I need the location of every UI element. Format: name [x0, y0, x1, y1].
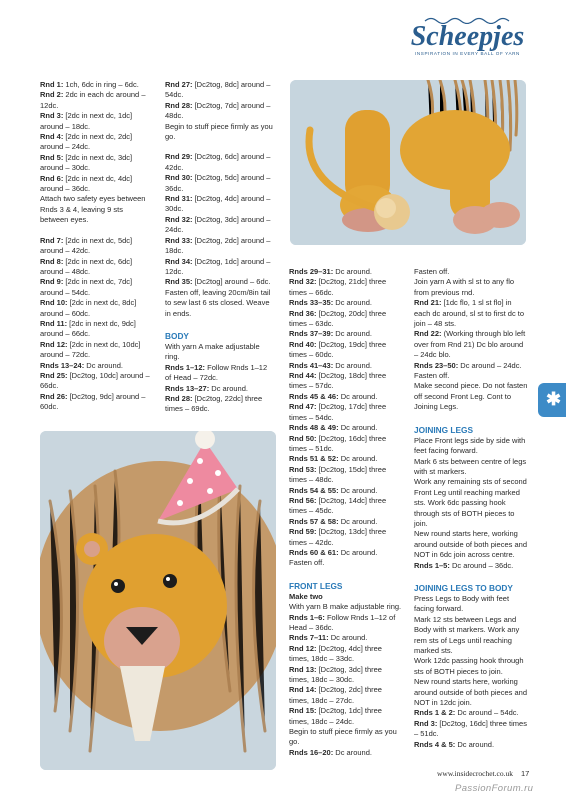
instruction-text: Dc around.: [333, 329, 372, 339]
paragraph-gap: [165, 319, 275, 329]
instruction-line: [40, 174, 153, 195]
instruction-text: With yarn B make adjustable ring.: [289, 602, 402, 612]
round-label: Rnds 1 & 2:: [414, 708, 456, 718]
instruction-text: [2dc in next dc, 9dc] around – 66dc.: [40, 318, 136, 339]
paragraph-gap: [40, 226, 153, 236]
instruction-line: [414, 277, 529, 298]
round-label: Rnd 12:: [289, 643, 317, 653]
instruction-text: [Dc2tog, 1dc] around – 12dc.: [165, 256, 271, 276]
footer-url: www.insidecrochet.co.uk: [437, 769, 513, 778]
instruction-line: [165, 194, 275, 215]
pattern-column-3: [289, 267, 404, 758]
round-label: Rnds 1–5:: [414, 560, 450, 570]
round-label: Rnd 35:: [165, 277, 193, 287]
instruction-text: Dc around.: [209, 383, 248, 393]
instruction-text: [Dc2tog, 6dc] around – 42dc.: [165, 152, 271, 172]
round-label: Rnds 51 & 52:: [289, 454, 339, 464]
round-label: Rnds 29–31:: [289, 267, 334, 276]
pattern-column-4: [414, 267, 529, 750]
round-label: Rnd 27:: [165, 80, 193, 89]
instruction-text: Begin to stuff piece firmly as you go.: [165, 121, 273, 142]
instruction-line: [40, 132, 153, 153]
round-label: Rnds 41–43:: [289, 360, 334, 370]
instruction-text: Dc around.: [338, 516, 378, 526]
instruction-text: [Dc2tog, 3dc] three times, 18dc – 30dc.: [289, 664, 382, 685]
round-label: Rnds 13–27:: [165, 383, 210, 393]
instruction-text: Dc around.: [338, 485, 378, 495]
wave-icon: [423, 16, 513, 24]
round-label: Rnd 2:: [40, 90, 64, 100]
instruction-line: [414, 457, 529, 478]
instruction-line: [414, 477, 529, 529]
instruction-text: Dc around – 36dc.: [449, 560, 514, 570]
round-label: Rnd 3:: [40, 111, 64, 121]
round-label: Rnds 1–6:: [289, 612, 325, 622]
instruction-text: Dc around.: [338, 391, 378, 401]
instruction-line: [165, 122, 275, 143]
instruction-line: [165, 257, 275, 278]
lion-head-photo: [40, 431, 276, 770]
round-label: Rnd 53:: [289, 464, 317, 474]
instruction-line: [289, 517, 404, 527]
instruction-line: [165, 277, 275, 319]
instruction-text: [Dc2tog, 13dc] three times – 42dc.: [289, 527, 387, 547]
instruction-text: [Dc2tog, 17dc] three times – 54dc.: [289, 402, 387, 422]
instruction-line: [289, 548, 404, 558]
round-label: Rnd 13:: [289, 664, 317, 674]
instruction-text: Make second piece. Do not fasten off second Front Leg. Cont to Joining Legs.: [414, 381, 528, 412]
watermark: PassionForum.ru: [455, 783, 534, 794]
round-label: Rnds 16–20:: [289, 747, 334, 757]
round-label: Rnd 10:: [40, 298, 68, 308]
round-label: Rnds 13–24:: [40, 360, 85, 370]
instruction-line: [414, 615, 529, 657]
instruction-line: [289, 454, 404, 464]
instruction-text: [Dc2tog, 22dc] three times – 69dc.: [165, 393, 263, 414]
section-tab: [538, 383, 566, 417]
instruction-text: [Dc2tog, 9dc] around – 60dc.: [40, 391, 146, 412]
instruction-line: [40, 90, 153, 111]
round-label: Rnd 21:: [414, 298, 442, 308]
instruction-line: [414, 740, 529, 750]
instruction-line: [165, 80, 275, 101]
asterisk-icon: ✱: [546, 389, 562, 409]
lion-body-photo: [290, 80, 526, 245]
instruction-text: [Dc2tog, 7dc] around – 48dc.: [165, 100, 271, 121]
instruction-line: [40, 298, 153, 319]
instruction-text: Dc around.: [333, 267, 372, 276]
instruction-line: [40, 361, 153, 371]
instruction-text: [Dc2tog, 20dc] three times – 63dc.: [289, 308, 387, 329]
round-label: Rnd 6:: [40, 173, 64, 183]
instruction-text: Join yarn A with sl st to any flo from previous rnd.: [414, 277, 515, 297]
instruction-text: Mark 6 sts between centre of legs with st markers.: [414, 456, 527, 476]
instruction-text: [Dc2tog] around – 6dc. Fasten off, leaving 20cm/8in tail to sew last 6 sts closed. Weave in ends.: [165, 277, 271, 318]
round-label: Rnds 33–35:: [289, 298, 334, 308]
instruction-text: [2dc in next dc, 1dc] around – 18dc.: [40, 111, 133, 131]
instruction-text: Dc around.: [333, 360, 372, 370]
instruction-text: Dc around.: [333, 747, 372, 757]
instruction-text: [2dc in next dc, 10dc] around – 72dc.: [40, 339, 141, 360]
instruction-text: [2dc in next dc, 5dc] around – 42dc.: [40, 235, 133, 256]
instruction-text: [2dc in next dc, 8dc] around – 60dc.: [40, 298, 137, 318]
instruction-line: [165, 173, 275, 194]
section-heading: JOINING LEGS: [414, 424, 474, 435]
instruction-text: Dc around.: [328, 633, 368, 643]
instruction-line: [289, 685, 404, 706]
instruction-line: [289, 267, 404, 277]
instruction-line: [289, 423, 404, 433]
round-label: Rnd 36:: [289, 308, 317, 318]
instruction-text: [Dc2tog, 8dc] around – 54dc.: [165, 80, 271, 100]
instruction-line: [289, 613, 404, 634]
instruction-text: Place Front legs side by side with feet facing forward.: [414, 435, 526, 456]
instruction-text: With yarn A make adjustable ring.: [165, 341, 260, 362]
brand-name: Scheepjes: [410, 21, 525, 52]
instruction-text: [2dc in next dc, 4dc] around – 36dc.: [40, 173, 133, 194]
round-label: Rnd 28:: [165, 393, 193, 403]
instruction-line: [40, 319, 153, 340]
instruction-text: [Dc2tog, 3dc] around – 24dc.: [165, 214, 271, 235]
instruction-text: [Dc2tog, 5dc] around – 36dc.: [165, 173, 271, 193]
instruction-text: [Dc2tog, 16dc] three times – 51dc.: [289, 433, 387, 453]
instruction-text: Dc around – 54dc.: [455, 708, 519, 718]
round-label: Rnd 25:: [40, 370, 68, 380]
round-label: Rnd 32:: [289, 277, 317, 287]
instruction-text: 1ch, 6dc in ring – 6dc.: [63, 80, 139, 89]
instruction-line: [40, 277, 153, 298]
instruction-line: [289, 465, 404, 486]
round-label: Rnds 45 & 46:: [289, 391, 339, 401]
instruction-line: [165, 363, 275, 384]
round-label: Rnds 4 & 5:: [414, 739, 456, 749]
instruction-line: [165, 101, 275, 122]
instruction-text: Dc around.: [338, 547, 378, 557]
instruction-line: [414, 561, 529, 571]
instruction-line: [289, 277, 404, 298]
instruction-line: [289, 340, 404, 361]
round-label: Rnds 7–11:: [289, 633, 329, 643]
instruction-line: [289, 748, 404, 758]
round-label: Rnd 30:: [165, 173, 193, 183]
instruction-line: [289, 434, 404, 455]
round-label: Rnd 50:: [289, 433, 317, 443]
instruction-line: [289, 298, 404, 308]
instruction-line: [40, 257, 153, 278]
instruction-text: [2dc in next dc, 6dc] around – 48dc.: [40, 256, 133, 276]
instruction-text: (Working through blo left over from Rnd 21) Dc blo around – 24dc blo.: [414, 329, 526, 360]
instruction-text: [Dc2tog, 2dc] around – 18dc.: [165, 235, 271, 256]
instruction-text: Attach two safety eyes between Rnds 3 & 4, leaving 9 sts between eyes.: [40, 194, 146, 225]
paragraph-gap: [414, 413, 529, 423]
round-label: Rnd 12:: [40, 339, 68, 349]
round-label: Rnd 59:: [289, 527, 317, 537]
paragraph-gap: [289, 569, 404, 579]
round-label: Rnd 40:: [289, 339, 317, 349]
pattern-column-1: [40, 80, 153, 413]
instruction-line: [289, 727, 404, 748]
round-label: Rnd 33:: [165, 235, 193, 245]
round-label: Rnd 9:: [40, 277, 64, 287]
instruction-line: [289, 371, 404, 392]
instruction-text: Begin to stuff piece firmly as you go.: [289, 727, 397, 747]
instruction-text: [Dc2tog, 10dc] around – 66dc.: [40, 370, 150, 391]
instruction-text: [2dc in next dc, 7dc] around – 54dc.: [40, 277, 133, 297]
instruction-line: [289, 665, 404, 686]
instruction-text: Fasten off.: [289, 558, 325, 568]
brand-logo: [405, 22, 530, 56]
round-label: Rnd 34:: [165, 256, 193, 266]
page-number: 17: [521, 769, 530, 778]
round-label: Rnd 7:: [40, 235, 64, 245]
subheading: Make two: [289, 591, 323, 601]
section-heading: FRONT LEGS: [289, 580, 343, 591]
section-heading: JOINING LEGS TO BODY: [414, 582, 513, 593]
instruction-line: [165, 342, 275, 363]
round-label: Rnd 28:: [165, 100, 193, 110]
instruction-line: [40, 153, 153, 174]
round-label: Rnd 14:: [289, 685, 317, 695]
instruction-text: [Dc2tog, 21dc] three times – 66dc.: [289, 277, 387, 297]
instruction-line: [289, 527, 404, 548]
instruction-text: [2dc in next dc, 3dc] around – 30dc.: [40, 152, 133, 173]
instruction-line: [289, 558, 404, 568]
instruction-text: New round starts here, working around outside of both pieces and NOT in 6dc join across centre.: [414, 529, 528, 560]
instruction-line: [40, 371, 153, 392]
instruction-line: [165, 215, 275, 236]
round-label: Rnds 48 & 49:: [289, 423, 339, 433]
instruction-text: [Dc2tog, 14dc] three times – 45dc.: [289, 495, 387, 516]
round-label: Rnds 37–39:: [289, 329, 334, 339]
instruction-line: [414, 436, 529, 457]
instruction-text: Follow Rnds 1–12 of Head – 36dc.: [289, 612, 396, 632]
round-label: Rnd 44:: [289, 371, 317, 381]
instruction-text: Work any remaining sts of second Front Leg until reaching marked sts. Work 6dc passing hook through sts of BOTH pieces to join.: [414, 477, 527, 528]
instruction-text: Dc around.: [455, 739, 495, 749]
paragraph-gap: [165, 142, 275, 152]
round-label: Rnd 3:: [414, 718, 438, 728]
round-label: Rnd 4:: [40, 132, 64, 142]
round-label: Rnd 47:: [289, 402, 317, 412]
instruction-line: [40, 80, 153, 90]
pattern-column-2: [165, 80, 275, 415]
instruction-text: New round starts here, working around outside of both pieces and NOT in 12dc join.: [414, 677, 528, 708]
instruction-line: [289, 706, 404, 727]
instruction-line: [165, 394, 275, 415]
instruction-line: [40, 111, 153, 132]
round-label: Rnds 57 & 58:: [289, 516, 339, 526]
instruction-text: Dc around.: [333, 298, 372, 308]
round-label: Rnd 1:: [40, 80, 64, 89]
instruction-line: [414, 656, 529, 677]
round-label: Rnd 32:: [165, 214, 193, 224]
instruction-text: [Dc2tog, 16dc] three times – 51dc.: [414, 718, 527, 739]
instruction-line: [414, 719, 529, 740]
instruction-line: [165, 236, 275, 257]
round-label: Rnd 26:: [40, 391, 68, 401]
instruction-line: [414, 381, 529, 412]
instruction-line: [289, 602, 404, 612]
instruction-line: [289, 392, 404, 402]
section-heading: BODY: [165, 330, 189, 341]
instruction-text: Dc around.: [84, 360, 123, 370]
instruction-line: [289, 361, 404, 371]
round-label: Rnds 54 & 55:: [289, 485, 339, 495]
instruction-line: [40, 340, 153, 361]
brand-tagline: INSPIRATION IN EVERY BALL OF YARN: [415, 51, 520, 56]
instruction-text: Dc around – 24dc.: [458, 360, 522, 370]
round-label: Rnd 56:: [289, 495, 317, 505]
instruction-text: Work 12dc passing hook through sts of BOTH pieces to join.: [414, 656, 524, 676]
instruction-text: Dc around.: [338, 423, 378, 433]
instruction-text: Press Legs to Body with feet facing forward.: [414, 593, 510, 614]
instruction-line: [289, 486, 404, 496]
instruction-text: Fasten off.: [414, 267, 450, 276]
instruction-text: [1dc flo, 1 sl st flo] in each dc around, sl st to first dc to join – 48 sts.: [414, 298, 525, 329]
instruction-line: [40, 236, 153, 257]
instruction-line: [165, 152, 275, 173]
instruction-line: [289, 309, 404, 330]
round-label: Rnd 29:: [165, 152, 193, 162]
instruction-text: 2dc in each dc around – 12dc.: [40, 90, 146, 110]
instruction-line: [414, 371, 529, 381]
instruction-text: [Dc2tog, 18dc] three times – 57dc.: [289, 371, 387, 391]
instruction-line: [40, 392, 153, 413]
instruction-line: [414, 594, 529, 615]
instruction-line: [414, 677, 529, 708]
round-label: Rnd 31:: [165, 194, 193, 204]
instruction-line: [414, 529, 529, 560]
round-label: Rnd 5:: [40, 152, 64, 162]
instruction-text: [Dc2tog, 1dc] three times, 18dc – 24dc.: [289, 706, 382, 726]
instruction-line: [289, 329, 404, 339]
round-label: Rnd 15:: [289, 706, 317, 716]
instruction-text: Mark 12 sts between Legs and Body with st markers. Work any rem sts of Legs until reaching marked sts.: [414, 614, 520, 655]
instruction-text: [Dc2tog, 4dc] three times, 18dc – 33dc.: [289, 643, 382, 664]
instruction-text: [Dc2tog, 4dc] around – 30dc.: [165, 194, 271, 214]
instruction-text: [Dc2tog, 15dc] three times – 48dc.: [289, 464, 387, 485]
instruction-line: [414, 708, 529, 718]
instruction-line: [40, 194, 153, 225]
round-label: Rnds 23–50:: [414, 360, 459, 370]
instruction-text: Follow Rnds 1–12 of Head – 72dc.: [165, 362, 268, 383]
instruction-text: [Dc2tog, 19dc] three times – 60dc.: [289, 339, 387, 360]
instruction-text: [2dc in next dc, 2dc] around – 24dc.: [40, 132, 133, 152]
instruction-line: [289, 633, 404, 643]
instruction-line: [289, 402, 404, 423]
instruction-line: [414, 298, 529, 329]
instruction-line: [289, 644, 404, 665]
instruction-line: [414, 361, 529, 371]
round-label: Rnds 1–12:: [165, 362, 206, 372]
instruction-line: [414, 329, 529, 360]
round-label: Rnd 8:: [40, 256, 64, 266]
paragraph-gap: [414, 571, 529, 581]
round-label: Rnds 60 & 61:: [289, 547, 339, 557]
instruction-line: [289, 496, 404, 517]
instruction-line: [414, 267, 529, 277]
round-label: Rnd 11:: [40, 318, 68, 328]
instruction-text: Dc around.: [338, 454, 378, 464]
instruction-text: Fasten off.: [414, 371, 450, 381]
instruction-line: [165, 384, 275, 394]
round-label: Rnd 22:: [414, 329, 442, 339]
instruction-text: [Dc2tog, 2dc] three times, 18dc – 27dc.: [289, 685, 382, 705]
